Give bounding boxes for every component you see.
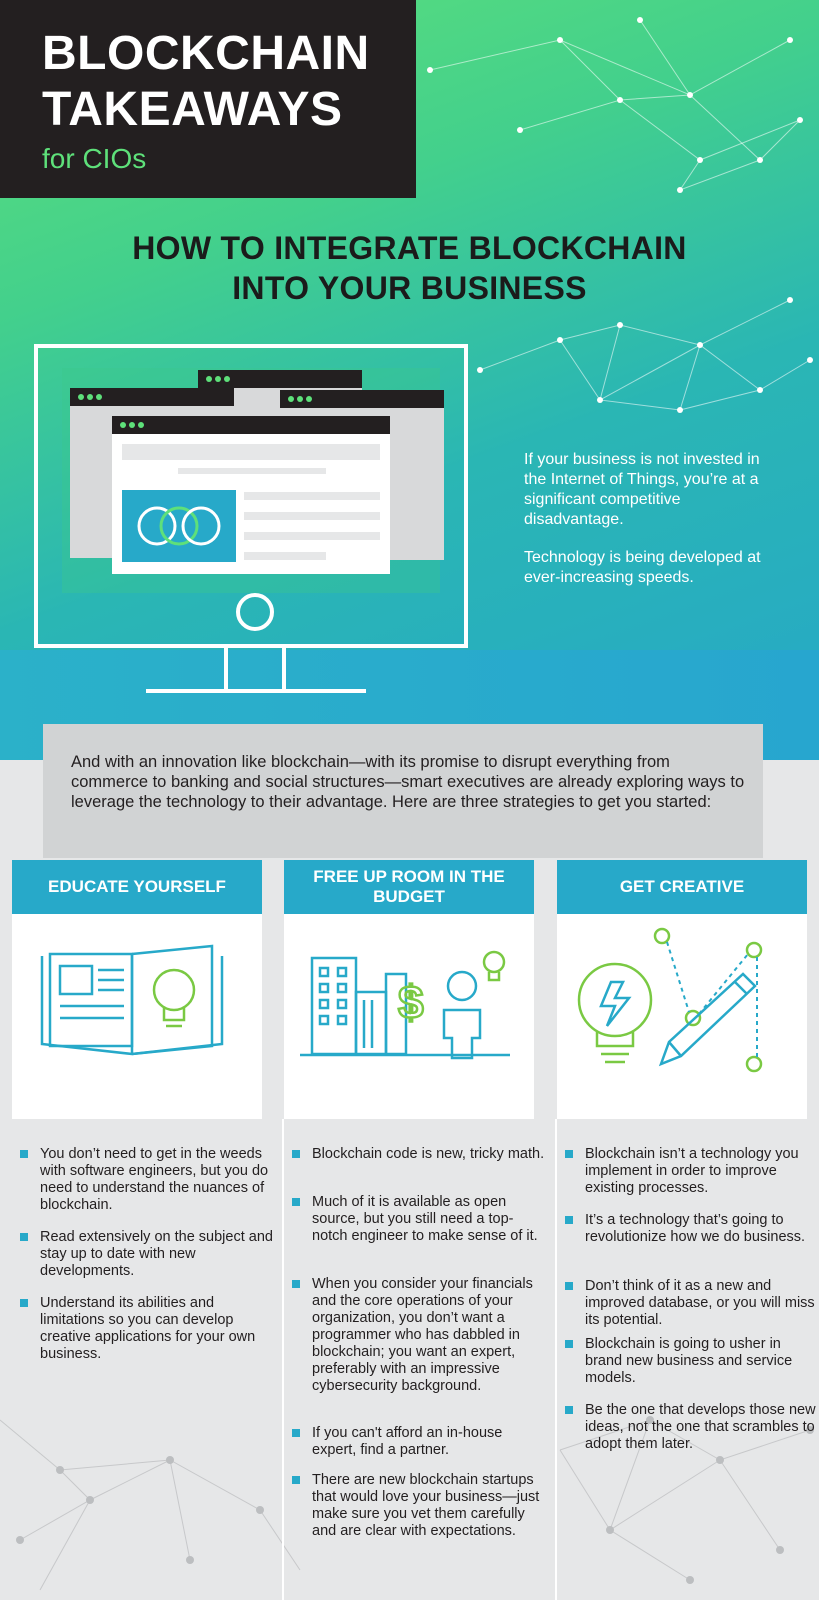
- bullet-educate-1: You don’t need to get in the weeds with software engineers, but you do need to understand the nuances of blockchain.: [20, 1146, 275, 1214]
- bullet-educate-3: Understand its abilities and limitations so you can develop creative applications for your own business.: [20, 1295, 275, 1363]
- bullet-budget-5: There are new blockchain startups that would love your business—just make sure you vet them carefully and are clear with expectations.: [292, 1472, 547, 1540]
- book-lightbulb-icon: [12, 914, 262, 1119]
- bullet-budget-1: Blockchain code is new, tricky math.: [292, 1146, 547, 1163]
- title-box: [0, 0, 416, 198]
- column-divider-2: [555, 1119, 557, 1600]
- bullet-creative-1: Blockchain isn’t a technology you implement in order to improve existing processes.: [565, 1146, 819, 1197]
- column-icon-card-budget: [284, 914, 534, 1119]
- column-header-creative: GET CREATIVE: [557, 860, 807, 914]
- intro-text: And with an innovation like blockchain—with its promise to disrupt everything from commerce to banking and social structures—smart executives are already exploring ways to leverage the technology to their advantage. Here are three strategies to get you started:: [71, 753, 745, 811]
- bullet-budget-4: If you can't afford an in-house expert, find a partner.: [292, 1425, 547, 1459]
- lightbulb-pencil-icon: [557, 914, 807, 1119]
- headline-line-2: INTO YOUR BUSINESS: [232, 270, 587, 306]
- city-money-person-icon: [284, 914, 534, 1119]
- column-icon-card-creative: [557, 914, 807, 1119]
- column-header-budget: FREE UP ROOM IN THE BUDGET: [284, 860, 534, 914]
- bullet-educate-2: Read extensively on the subject and stay up to date with new developments.: [20, 1229, 275, 1280]
- headline-line-1: HOW TO INTEGRATE BLOCKCHAIN: [132, 230, 687, 266]
- intro-box: [43, 724, 763, 858]
- monitor-illustration: [30, 340, 490, 705]
- bullet-creative-2: It’s a technology that’s going to revolutionize how we do business.: [565, 1212, 819, 1246]
- column-divider-1: [282, 1119, 284, 1600]
- bullet-creative-5: Be the one that develops those new ideas, not the one that scrambles to adopt them later.: [565, 1402, 819, 1453]
- side-text-2: Technology is being developed at ever-increasing speeds.: [524, 549, 761, 586]
- svg-text:$: $: [398, 976, 424, 1028]
- bullet-budget-2: Much of it is available as open source, but you still need a top-notch engineer to make sense of it.: [292, 1194, 547, 1245]
- title-line-2: TAKEAWAYS: [42, 83, 343, 136]
- bullet-budget-3: When you consider your financials and the core operations of your organization, you don’t want a programmer who has dabbled in blockchain; you want an expert, preferably with an impressive cybersecurity background.: [292, 1276, 547, 1395]
- title-line-1: BLOCKCHAIN: [42, 27, 370, 80]
- column-icon-card-educate: [12, 914, 262, 1119]
- title-subtitle: for CIOs: [42, 143, 147, 174]
- bullet-creative-3: Don’t think of it as a new and improved database, or you will miss its potential.: [565, 1278, 819, 1329]
- column-header-educate: EDUCATE YOURSELF: [12, 860, 262, 914]
- bullet-creative-4: Blockchain is going to usher in brand new business and service models.: [565, 1336, 819, 1387]
- side-text-1: If your business is not invested in the Internet of Things, you’re at a significant competitive disadvantage.: [524, 451, 760, 528]
